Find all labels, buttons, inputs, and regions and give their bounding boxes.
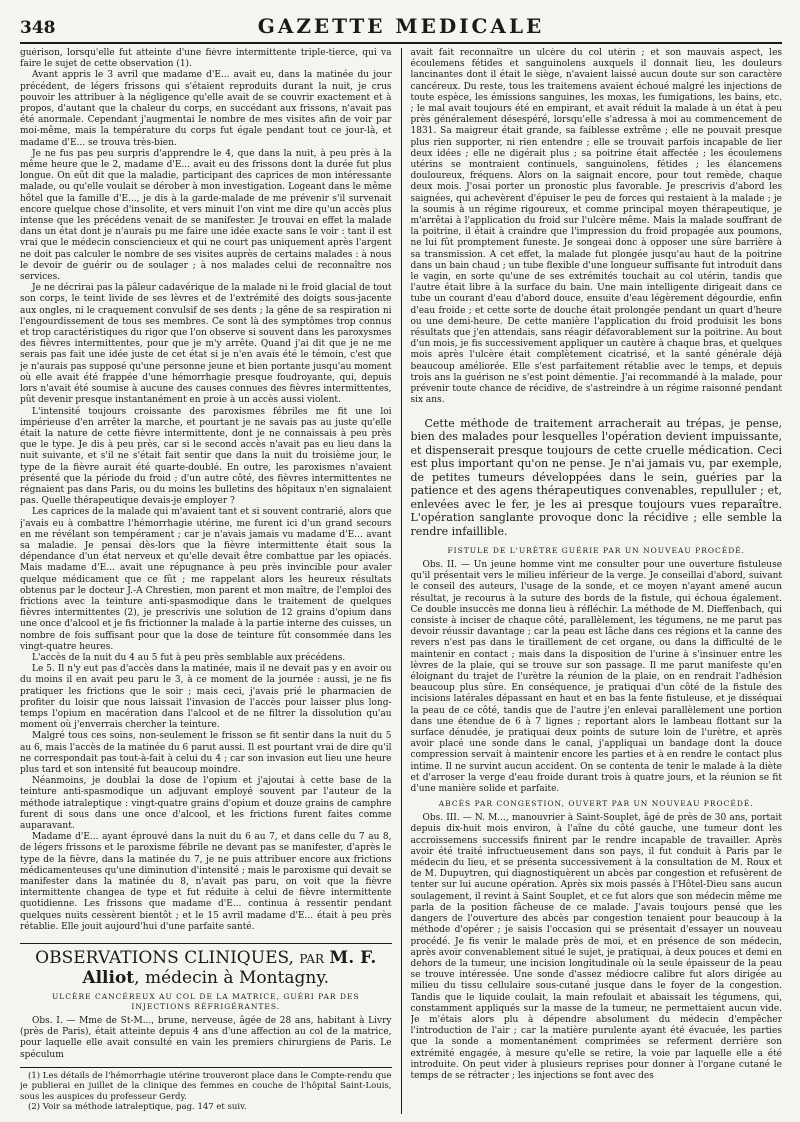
footnote: (1) Les détails de l'hémorrhagie utérine trouveront place dans le Compte-rendu que je publierai en juillet de la clinique des femmes en couche de l'hôpital Saint-Louis, sous les auspices du professeur Gerdy. bbox=[20, 1070, 392, 1102]
paragraph: Les caprices de la malade qui m'avaient tant et si souvent contrarié, alors que j'avais eu à combattre l'hémorrhagie utérine, me furent ici d'un grand secours en me révélant son tempérament ; car je n'avais jamais vu madame d'E... avant sa maladie. Je pensai dès-lors que la fièvre intermittente était sous la dépendance d'un état nerveux et qu'elle devait être combattue par les opiacés. Mais madame d'E... avait une répugnance à peu près invincible pour avaler quelque médicament que ce fût ; me rappelant alors les heureux résultats obtenus par le docteur J.-A Chrestien, mon parent et mon maître, de l'emploi des frictions avec la teinture anti-spasmodique dans le traitement de quelques fièvres intermittentes (2), je prescrivis une solution de 12 grains d'opium dans une once d'alcool et je fis frictionner la malade à la partie interne des cuisses, un nombre de fois suffisant pour que la dose de teinture fût consommée dans les vingt-quatre heures. bbox=[20, 507, 392, 652]
paragraph: L'accès de la nuit du 4 au 5 fut à peu près semblable aux précédens. bbox=[32, 652, 346, 663]
emphasis-paragraph bbox=[411, 417, 783, 539]
section-title bbox=[20, 943, 392, 988]
columns bbox=[20, 48, 782, 1114]
paragraph: Malgré tous ces soins, non-seulement le frisson se fit sentir dans la nuit du 5 au 6, mais l'accès de la matinée du 6 parut aussi. Il est pourtant vrai de dire qu'il ne correspondait pas tout-à-fait à celui du 4 ; car son invasion eut lieu une heure plus tard et son intensité fut beaucoup moindre. bbox=[20, 731, 392, 775]
paragraph: Je ne décrirai pas la pâleur cadavérique de la malade ni le froid glacial de tout son corps, le teint livide de ses lèvres et de l'extrémité des doigts sous-jacente aux ongles, ni le craquement convulsif de ses dents ; la gêne de sa respiration ni l'engourdissement de tous ses membres. Ce sont là des symptômes trop connus et trop caractéristiques du rigor que l'on observe si souvent dans les paroxysmes des fièvres intermittentes, pour que je m'y arrête. Quand j'ai dit que je ne me serais pas fait une idée juste de cet état si je n'en avais été le témoin, c'est que je n'aurais pas supposé qu'une personne jeune et bien portante jusqu'au moment où elle avait été frappée d'une hémorrhagie presque foudroyante, qui, depuis lors n'avait été soumise à aucune des causes connues des fièvres intermittentes, pût devenir presque instantanément en proie à un accès aussi violent. bbox=[20, 283, 392, 406]
right-column bbox=[411, 48, 783, 1114]
section-title-tail: , médecin à Montagny. bbox=[134, 968, 330, 989]
paragraph: Obs. II. — Un jeune homme vint me consulter pour une ouverture fistuleuse qu'il présentait vers le milieu inférieur de la verge. Je conseillai d'abord, suivant le conseil des auteurs, l'usage de la sonde, et ce moyen n'ayant amené aucun résultat, je recourus à la suture des bords de la fistule, qui échoua également. Ce double insuccès me donna lieu à réfléchir. La méthode de M. Dieffenbach, qui consiste à inciser de chaque côté, parallèlement, les tégumens, ne me parut pas devoir réussir davantage ; car la peau est lâche dans ces régions et la canne des revers n'est pas dans le tiraillement de cet organe, ou dans la difficulté de le maintenir en contact ; mais dans la disposition de l'urine à s'insinuer entre les lèvres de la plaie, qui se trouve sur son passage. Il me parut manifeste qu'en éloignant du trajet de l'urètre la réunion de la plaie, on en rendrait l'adhésion beaucoup plus sûre. En conséquence, je pratiquai d'un côté de la fistule des incisions latérales dépassant en haut et en bas la fente fistuleuse, et je disséquai la peau de ce côté, tandis que de l'autre j'en enlevai parallèlement une portion dans une étendue de 6 à 7 lignes ; reportant alors le lambeau flottant sur la surface dénudée, je pratiquai deux points de suture loin de l'urètre, et après avoir placé une sonde dans le canal, j'appliquai un bandage dont la douce compression servait à maintenir encore les parties et à en rendre le contact plus intime. Il ne survint aucun accident. On se contenta de tenir le malade à la diète et d'arroser la verge d'eau froide durant trois à quatre jours, et la réunion se fit d'une manière solide et parfaite. bbox=[410, 560, 783, 795]
footnote: (2) Voir sa méthode iatraleptique, pag. 147 et suiv. bbox=[28, 1102, 247, 1113]
left-column bbox=[20, 48, 392, 1114]
paragraph: Je ne fus pas peu surpris d'apprendre le 4, que dans la nuit, à peu près à la même heure que le 2, madame d'E... avait eu des frissons dont la durée fut plus longue. On eût dit que la maladie, participant des caprices de mon intéressante malade, ou qu'elle voulait se dérober à mon investigation. Logeant dans le même hôtel que la famille d'E..., je dis à la garde-malade de me prévenir s'il survenait encore quelque chose d'insolite, et vers minuit l'on vint me dire qu'un accès plus intense que les précédens venait de se manifester. Je trouvai en effet la malade dans un état dont je n'aurais pu me faire une idée exacte sans le voir : tant il est vrai que le médecin consciencieux et qui ne court pas uniquement après l'argent ne doit pas calculer le nombre de ses visites auprès de certains malades : à nous le devoir de guérir ou de soulager ; à nos malades celui de reconnaître nos services. bbox=[20, 148, 392, 283]
section-title-lead: OBSERVATIONS CLINIQUES, par bbox=[35, 948, 330, 969]
section-subheading: FISTULE DE L'URÈTRE GUÉRIE PAR UN NOUVEAU PROCÉDÉ. bbox=[447, 546, 746, 555]
paragraph: Le 5. Il n'y eut pas d'accès dans la matinée, mais il ne devait pas y en avoir ou du moins il en avait peu paru le 3, à ce moment de la journée : aussi, je ne fis pratiquer les frictions que le soir ; mais ceci, j'avais prié le pharmacien de profiter du loisir que nous laissait l'invasion de l'accès pour laisser plus long-temps l'opium en macération dans l'alcool et de ne filtrer la dissolution qu'au moment où j'enverrais chercher la teinture. bbox=[20, 664, 392, 731]
paragraph: Obs. I. — Mme de St-M..., brune, nerveuse, âgée de 28 ans, habitant à Livry (près de Paris), était atteinte depuis 4 ans d'une affection au col de la matrice, pour laquelle elle avait consulté en vain les premiers chirurgiens de Paris. Le spéculum bbox=[20, 1016, 392, 1060]
running-title: GAZETTE MEDICALE bbox=[257, 14, 545, 38]
column-divider bbox=[401, 48, 402, 1114]
section-subheading: ULCÈRE CANCÉREUX AU COL DE LA MATRICE, GUÉRI PAR DES INJECTIONS RÉFRIGÉRANTES. bbox=[51, 992, 360, 1012]
paragraph: Madame d'E... ayant éprouvé dans la nuit du 6 au 7, et dans celle du 7 au 8, de légers frissons et le paroxisme fébrile ne devant pas se manifester, d'après le type de la fièvre, dans la matinée du 7, je ne puis attribuer encore aux frictions médicamenteuses qu'une diminution d'intensité ; mais le paroxisme qui devait se manifester dans la matinée du 8, n'avait pas paru, on voit que la fièvre intermittente changea de type et fut réduite à celui de fièvre intermittente quotidienne. Les frissons que madame d'E... continua à ressentir pendant quelques nuits cessèrent bientôt ; et le 15 avril madame d'E... était à peu près rétablie. Elle jouit aujourd'hui d'une parfaite santé. bbox=[20, 832, 392, 932]
footnotes bbox=[20, 1067, 392, 1113]
paragraph: avait fait reconnaître un ulcère du col utérin ; et son mauvais aspect, les écoulemens fétides et sanguinolens auxquels il donnait lieu, les douleurs lancinantes dont il était le siège, n'avaient laissé aucun doute sur son caractère cancéreux. Du reste, tous les traitemens avaient échoué malgré les injections de toute espèce, les émissions sanguines, les moxas, les fumigations, les bains, etc. ; le mal avait toujours été en empirant, et avait réduit la malade à un état à peu près généralement désespéré, lorsqu'elle s'adressa à moi au commencement de 1831. Sa maigreur était grande, sa faiblesse extrême ; elle ne pouvait presque plus rien supporter, ni rien entendre ; elle se trouvait parfois incapable de lier deux idées ; elle ne digérait plus ; sa poitrine était affectée ; les écoulemens utérins se montraient continuels, sanguinolens, fétides ; les élancemens douloureux, fréquens. Alors on la saignait encore, pour tout remède, chaque deux mois. J'osai porter un pronostic plus favorable. Je prescrivis d'abord les saignées, qui achevèrent d'épuiser le peu de forces qui restaient à la malade ; je la soumis à un régime rigoureux, et comme principal moyen thérapeutique, je m'arrêtai à l'application du froid sur l'ulcère même. Mais la malade souffrant de la poitrine, il était à craindre que l'impression du froid propagée aux poumons, ne lui fût promptement funeste. Je songeai donc à opposer une sûre barrière à sa transmission. A cet effet, la malade fut plongée jusqu'au haut de la poitrine dans un bain chaud ; un tube flexible d'une longueur suffisante fut introduit dans le vagin, en sorte qu'une de ses extrémités touchait au col utérin, tandis que l'autre était libre à la surface du bain. Une main intelligente dirigeait dans ce tube un courant d'eau d'abord douce, ensuite d'eau légèrement dégourdie, enfin d'eau froide ; et cette sorte de douche était prolongée pendant un quart d'heure ou une demi-heure. De cette manière l'application du froid produisit les bons résultats que j'en attendais, sans réagir défavorablement sur la poitrine. Au bout d'un mois, je fis successivement appliquer un cautère à chaque bras, et quelques mois après l'ulcère était complètement cicatrisé, et la santé générale déjà beaucoup améliorée. Elle s'est parfaitement rétablie avec le temps, et depuis trois ans la guérison ne s'est point démentie. J'ai recommandé à la malade, pour prévenir toute chance de récidive, de s'astreindre à un régime raisonné pendant six ans. bbox=[410, 48, 783, 406]
paragraph: Avant appris le 3 avril que madame d'E... avait eu, dans la matinée du jour précédent, de légers frissons qui s'étaient reproduits durant la nuit, je crus pouvoir les attribuer à la négligence qu'elle avait de se couvrir exactement et à propos, d'autant que la chaleur du corps, en succédant aux frissons, n'avait pas été anormale. Cependant j'augmentai le nombre de mes visites afin de voir par moi-même, mais la température du corps fut égale pendant tout ce jour-là, et madame d'E... se trouva très-bien. bbox=[20, 70, 392, 148]
page-number: 348 bbox=[20, 18, 56, 38]
page-header bbox=[20, 14, 782, 44]
paragraph: guérison, lorsqu'elle fut atteinte d'une fièvre intermittente triple-tierce, qui va faire le sujet de cette observation (1). bbox=[20, 48, 392, 70]
section-title-author: M. F. Alliot bbox=[82, 948, 377, 989]
section-subheading: ABCÈS PAR CONGESTION, OUVERT PAR UN NOUVEAU PROCÉDÉ. bbox=[438, 799, 754, 809]
paragraph: Cette méthode de traitement arracherait au trépas, je pense, bien des malades pour lesquelles l'opération devient impuissante, et dispenserait presque toujours de cette cruelle médication. Ceci est plus important qu'on ne pense. Je n'ai jamais vu, par exemple, de petites tumeurs développées dans le sein, guéries par la patience et des agens thérapeutiques convenables, repulluler ; et, enlevées avec le fer, je les ai presque toujours vues reparaître. L'opération sanglante provoque donc la récidive ; elle semble la rendre infaillible. bbox=[410, 416, 783, 538]
paragraph: Obs. III. — N. M..., manouvrier à Saint-Souplet, âgé de près de 30 ans, portait depuis dix-huit mois environ, à l'aîne du côté gauche, une tumeur dont les accroissemens successifs finirent par le rendre incapable de travailler. Après avoir été traité infructueusement dans son pays, il fut conduit à Paris par le médecin du lieu, et se présenta successivement à la consultation de M. Roux et de M. Dupuytren, qui diagnostiquèrent un abcès par congestion et refusèrent de tenter sur lui aucune opération. Après six mois passés à l'Hôtel-Dieu sans aucun soulagement, il revint à Saint Souplet, et ce fut alors que son médecin même me parla de la position fâcheuse de ce malade. J'avais toujours pensé que les dangers de l'ouverture des abcès par congestion tenaient pour beaucoup à la méthode d'opérer ; je saisis l'occasion qui se présentait d'essayer un nouveau procédé. Je fis venir le malade près de moi, et en présence de son médecin, après avoir convenablement situé le sujet, je pratiquai, à deux pouces et demi en dehors de la tumeur, une incision longitudinale où la seule épaisseur de la peau se trouve intéressée. Une sonde d'assez médiocre calibre fut alors dirigée au milieu du tissu cellulaire sous-cutané jusque dans le foyer de la congestion. Tandis que le liquide coulait, la main refoulait et abaissait les tégumens, qui, constamment appliqués sur la masse de la tumeur, ne permettaient aucun vide. Je m'étais alors plu à dépendre absolument du médecin d'empêcher l'introduction de l'air ; car la matière purulente ayant été évacuée, les parties que la sonde a momentanément comprimées se referment derrière son extrémité engagée, à mesure qu'elle se retire, la voie par laquelle elle a été introduite. On peut vider à plusieurs reprises pour donner à l'organe cutané le temps de se rétracter ; les injections se font avec des bbox=[410, 813, 783, 1081]
paragraph: L'intensité toujours croissante des paroxismes fébriles me fit une loi impérieuse d'en arrêter la marche, et pourtant je ne savais pas au juste qu'elle était la nature de cette fièvre intermittente, dont je ne connaissais à peu près que le type. Je dis à peu près, car si le second accès n'avait pas eu lieu dans la nuit suivante, et s'il ne s'était fait sentir que dans la nuit du troisième jour, le type de la fièvre aurait été quarte-doublé. En outre, les paroxismes n'avaient présenté que la période du froid ; d'un autre côté, des fièvres intermittentes ne régnaient pas dans Paris, ou du moins les bulletins des hôpitaux n'en signalaient pas. Quelle thérapeutique devais-je employer ? bbox=[20, 406, 392, 507]
paragraph: Néanmoins, je doublai la dose de l'opium et j'ajoutai à cette base de la teinture anti-spasmodique un adjuvant employé souvent par l'auteur de la méthode iatraleptique : vingt-quatre grains d'opium et douze grains de camphre furent di sous dans une once d'alcool, et les frictions furent faites comme auparavant. bbox=[20, 776, 392, 832]
